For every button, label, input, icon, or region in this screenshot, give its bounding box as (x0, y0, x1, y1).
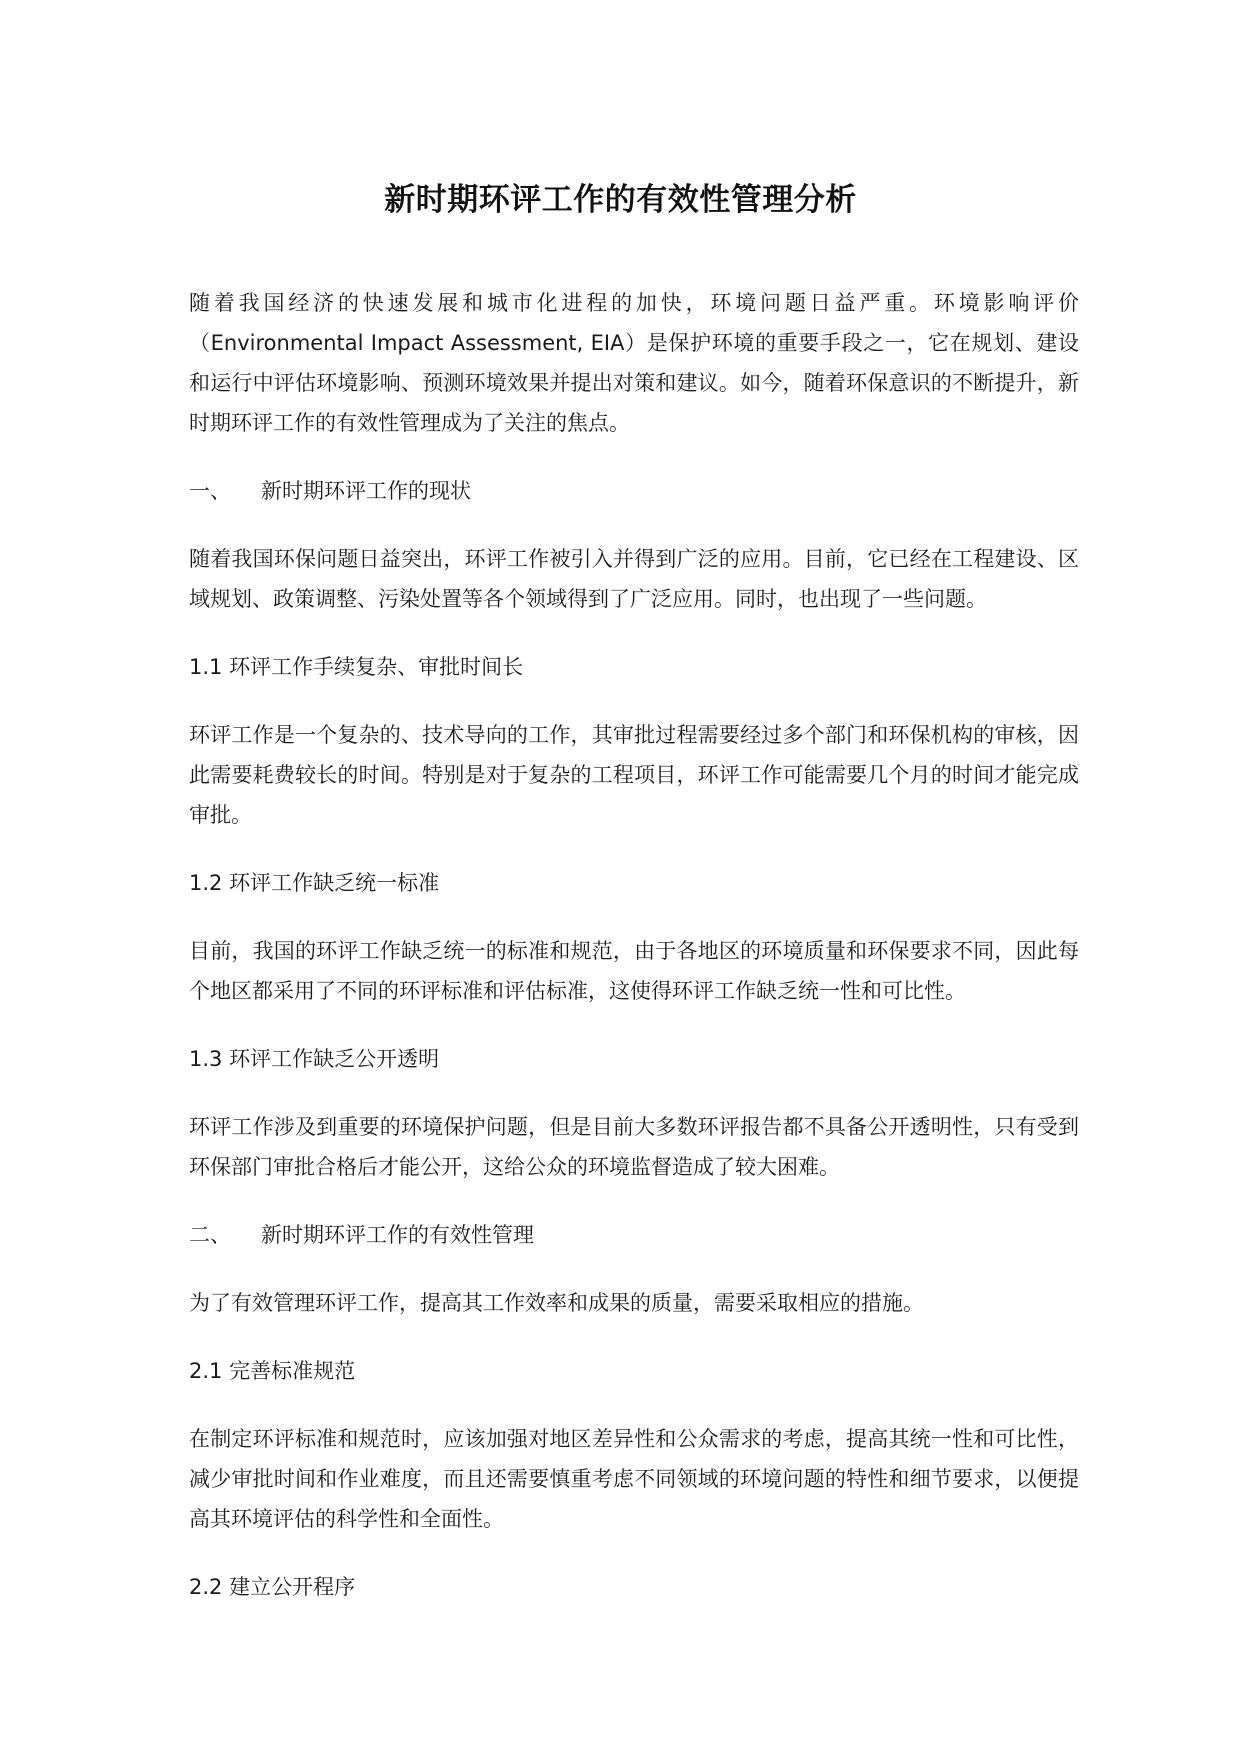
section-number: 一、 (189, 479, 231, 503)
section-heading (189, 1567, 1079, 1607)
section-heading-text: 新时期环评工作的现状 (261, 479, 471, 503)
section-heading-text: 新时期环评工作的有效性管理 (261, 1223, 534, 1247)
body-paragraph: 在制定环评标准和规范时，应该加强对地区差异性和公众需求的考虑，提高其统一性和可比性，减少审批时间和作业难度，而且还需要慎重考虑不同领域的环境问题的特性和细节要求，以便提高其环境评估的科学性和全面性。 (189, 1427, 1079, 1531)
body-paragraph: 环评工作涉及到重要的环境保护问题，但是目前大多数环评报告都不具备公开透明性，只有受到环保部门审批合格后才能公开，这给公众的环境监督造成了较大困难。 (189, 1115, 1079, 1179)
section-heading-text: 1.3 环评工作缺乏公开透明 (189, 1047, 440, 1071)
section-number: 二、 (189, 1223, 231, 1247)
section-heading-text: 2.1 完善标准规范 (189, 1359, 356, 1383)
body-paragraph: 随着我国环保问题日益突出，环评工作被引入并得到广泛的应用。目前，它已经在工程建设、区域规划、政策调整、污染处置等各个领域得到了广泛应用。同时，也出现了一些问题。 (189, 547, 1079, 611)
section-heading (189, 471, 1079, 511)
body-paragraph: 为了有效管理环评工作，提高其工作效率和成果的质量，需要采取相应的措施。 (189, 1291, 924, 1315)
body-paragraph: 目前，我国的环评工作缺乏统一的标准和规范，由于各地区的环境质量和环保要求不同，因此每个地区都采用了不同的环评标准和评估标准，这使得环评工作缺乏统一性和可比性。 (189, 939, 1079, 1003)
section-heading-text: 1.1 环评工作手续复杂、审批时间长 (189, 655, 524, 679)
section-heading (189, 1039, 1079, 1079)
section-heading-text: 2.2 建立公开程序 (189, 1575, 356, 1599)
section-heading (189, 647, 1079, 687)
body-paragraph: 环评工作是一个复杂的、技术导向的工作，其审批过程需要经过多个部门和环保机构的审核，因此需要耗费较长的时间。特别是对于复杂的工程项目，环评工作可能需要几个月的时间才能完成审批。 (189, 723, 1079, 827)
section-heading-text: 1.2 环评工作缺乏统一标准 (189, 871, 440, 895)
section-heading (189, 1215, 1079, 1255)
body-paragraph: 随着我国经济的快速发展和城市化进程的加快，环境问题日益严重。环境影响评价（Environmental Impact Assessment, EIA）是保护环境的重要手段之一，它在规划、建设和运行中评估环境影响、预测环境效果并提出对策和建议。如今，随着环保意识的不断提升，新时期环评工作的有效性管理成为了关注的焦点。 (189, 291, 1079, 435)
document-title: 新时期环评工作的有效性管理分析 (384, 182, 857, 218)
document-body (189, 283, 1079, 1635)
section-heading (189, 1351, 1079, 1391)
section-heading (189, 863, 1079, 903)
